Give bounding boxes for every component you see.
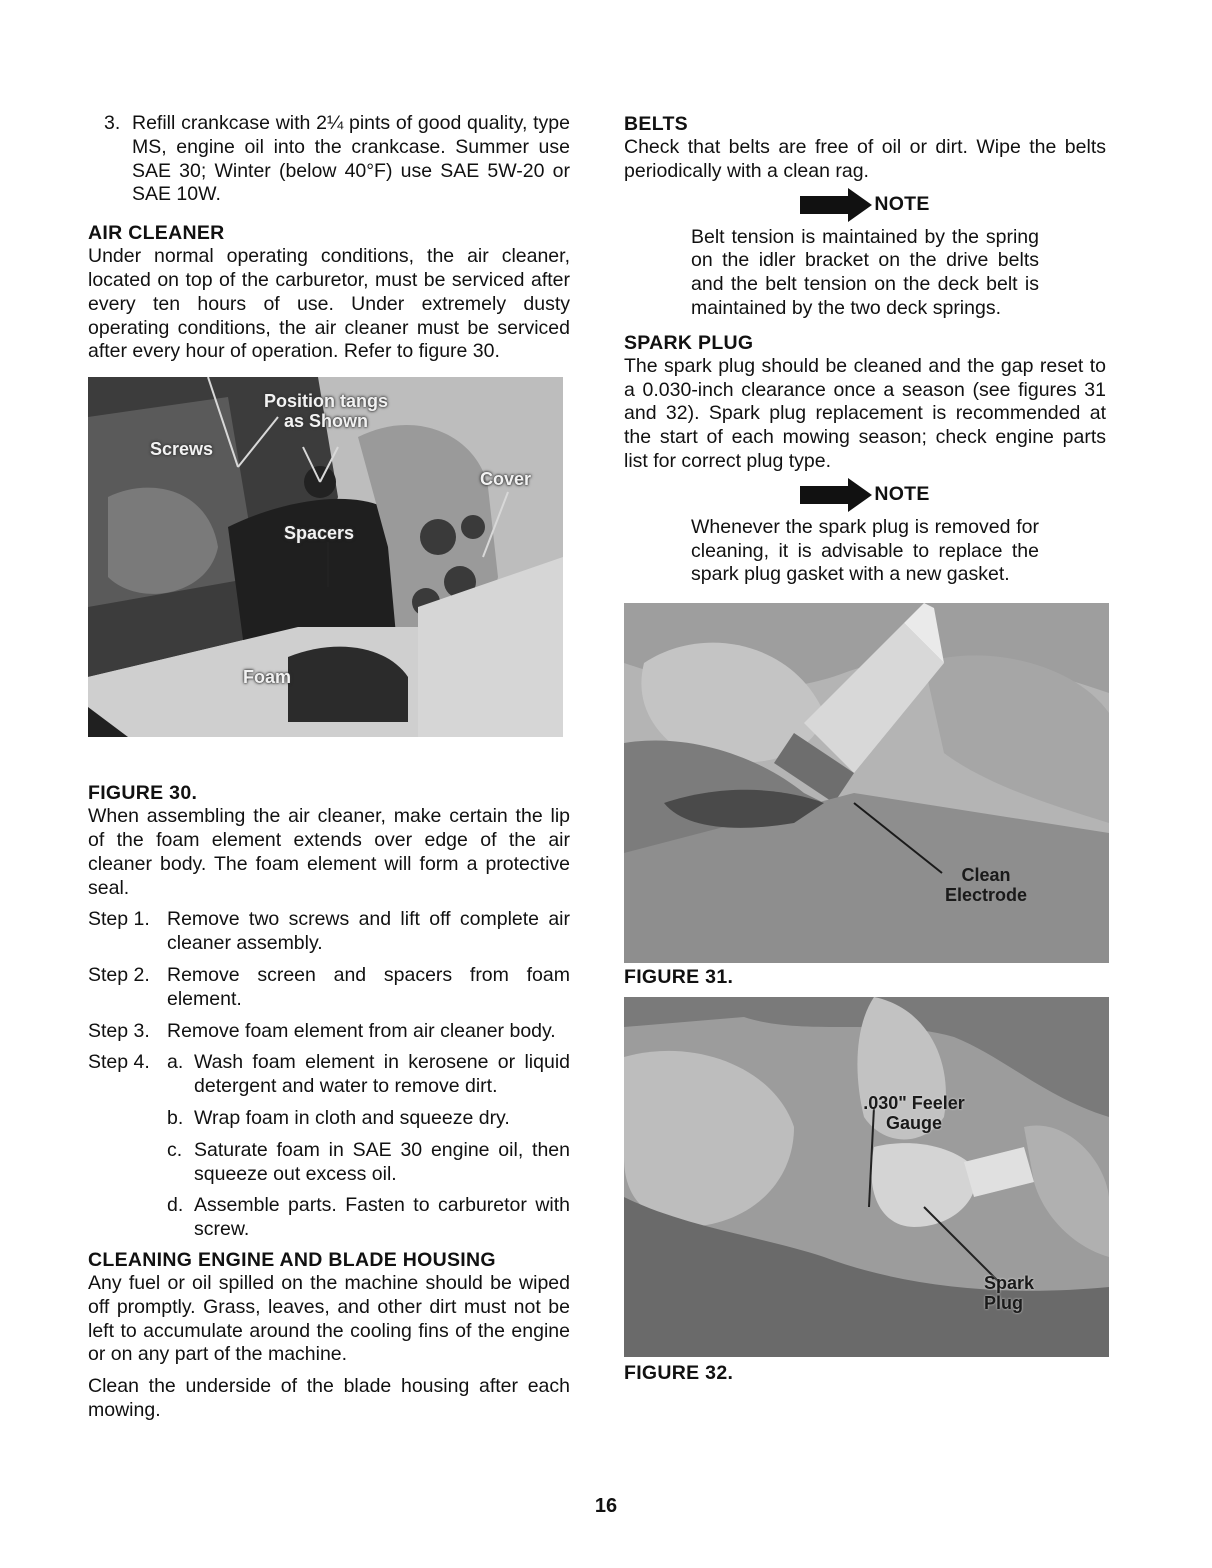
substep-d [88, 1194, 570, 1242]
step-label: Step 2. [88, 963, 150, 986]
assembly-text: When assembling the air cleaner, make certain the lip of the foam element extends over edge of the air cleaner body. The foam element will form a protective seal. [88, 805, 570, 899]
label-position-tangs: Position tangs as Shown [263, 391, 388, 432]
step-4 [88, 1051, 570, 1099]
spark-plug-text: The spark plug should be cleaned and the gap reset to a 0.030-inch clearance once a season (see figures 31 and 32). Spark plug replacement is recommended at the start of each mowing season; check engine parts list for correct plug type. [624, 354, 1106, 472]
left-column [88, 112, 570, 1423]
air-cleaner-heading: AIR CLEANER [88, 222, 225, 245]
cleaning-text-1: Any fuel or oil spilled on the machine should be wiped off promptly. Grass, leaves, and other dirt must not be left to accumulate around the cooling fins of the engine or on any part of the machine. [88, 1271, 570, 1366]
figure-31-photo [624, 603, 1109, 963]
figure-32-photo [624, 997, 1109, 1357]
item-text: Refill crankcase with 2¼ pints of good quality, type MS, engine oil into the crankcase. Summer use SAE 30; Winter (below 40°F) use SAE 5W-20 or SAE 10W. [132, 112, 570, 206]
note-2-text: Whenever the spark plug is removed for cleaning, it is advisable to replace the spark plug gasket with a new gasket. [691, 515, 1039, 586]
figure-31-caption: FIGURE 31. [624, 966, 734, 989]
item-number: 3. [104, 112, 121, 134]
spark-plug-heading: SPARK PLUG [624, 331, 754, 354]
page-number: 16 [594, 1495, 618, 1517]
note-label: NOTE [874, 483, 930, 506]
substep-label: c. [167, 1138, 183, 1161]
cleaning-text-2: Clean the underside of the blade housing after each mowing. [88, 1375, 570, 1421]
substep-b [88, 1107, 570, 1131]
label-screws: Screws [150, 439, 214, 460]
note-1-text: Belt tension is maintained by the spring on the idler bracket on the drive belts and the belt tension on the deck belt is maintained by the two deck springs. [691, 225, 1039, 319]
step-2 [88, 964, 570, 1012]
label-cover: Cover [480, 469, 532, 490]
spark-plug-cleaning-image [624, 603, 1109, 963]
substep-label: a. [167, 1051, 184, 1074]
substep-text: Assemble parts. Fasten to carburetor with screw. [194, 1194, 570, 1241]
figure-30-caption: FIGURE 30. [88, 782, 198, 805]
label-foam: Foam [243, 667, 292, 688]
step-3 [88, 1020, 570, 1044]
step-1 [88, 908, 570, 956]
step-text: Remove screen and spacers from foam element. [167, 963, 570, 1010]
label-spark-plug: Spark Plug [984, 1273, 1035, 1314]
cleaning-heading: CLEANING ENGINE AND BLADE HOUSING [88, 1248, 496, 1271]
step-text: Remove two screws and lift off complete air cleaner assembly. [167, 908, 570, 955]
right-column [624, 112, 1106, 1385]
step-item-3 [88, 112, 570, 207]
substep-text: Wash foam element in kerosene or liquid detergent and water to remove dirt. [194, 1051, 570, 1098]
belts-text: Check that belts are free of oil or dirt. Wipe the belts periodically with a clean rag. [624, 136, 1106, 182]
belts-heading: BELTS [624, 113, 688, 135]
substep-text: Wrap foam in cloth and squeeze dry. [194, 1106, 510, 1129]
step-text: Remove foam element from air cleaner body. [167, 1019, 556, 1042]
air-cleaner-photo-image [88, 377, 563, 737]
label-clean-electrode: Clean Electrode [944, 865, 1028, 906]
arrow-right-icon [800, 478, 872, 512]
substep-label: b. [167, 1106, 184, 1129]
arrow-right-icon [800, 188, 872, 222]
label-feeler-gauge: .030" Feeler Gauge [863, 1093, 965, 1134]
note-header-2 [624, 478, 1106, 512]
figure-30-photo [88, 377, 563, 737]
substep-c [88, 1139, 570, 1187]
substep-text: Saturate foam in SAE 30 engine oil, then squeeze out excess oil. [194, 1138, 570, 1185]
note-header-1 [624, 188, 1106, 222]
label-spacers: Spacers [284, 523, 355, 544]
air-cleaner-text: Under normal operating conditions, the air cleaner, located on top of the carburetor, must be serviced after every ten hours of use. Under extremely dusty operating conditions, the air cleaner must be serviced after every hour of operation. Refer to figure 30. [88, 245, 570, 363]
step-label: Step 4. [88, 1051, 150, 1074]
step-label: Step 3. [88, 1019, 150, 1042]
substep-label: d. [167, 1194, 184, 1217]
step-label: Step 1. [88, 908, 150, 931]
figure-32-caption: FIGURE 32. [624, 1362, 734, 1385]
note-label: NOTE [874, 193, 930, 216]
